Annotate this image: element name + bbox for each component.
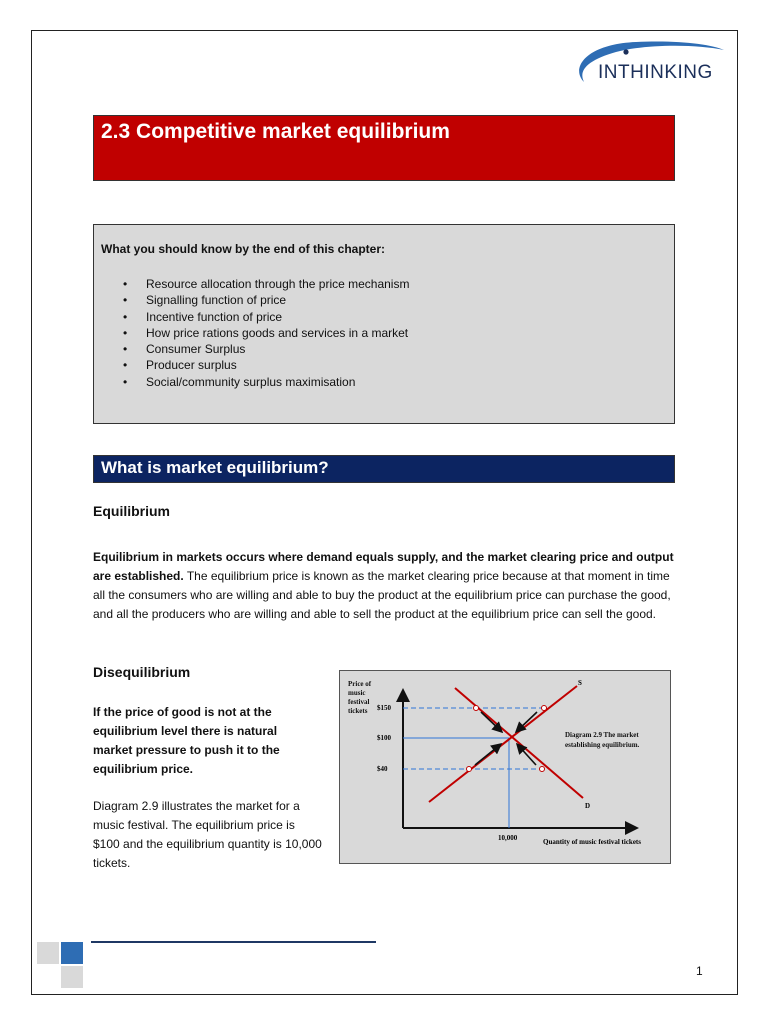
learning-objectives-box (93, 224, 675, 424)
disequilibrium-paragraph: Diagram 2.9 illustrates the market for a music festival. The equilibrium price is $100 and the equilibrium quantity is 10,000 tickets. (93, 799, 322, 870)
shortage-point-s (474, 706, 479, 711)
footer-rule (91, 941, 376, 943)
page-number: 1 (696, 964, 703, 978)
logo-text: INTHINKING (598, 62, 713, 83)
y-axis-label: Price of music festival tickets (348, 680, 372, 715)
list-item: • Social/community surplus maximisation (146, 374, 409, 390)
disequilibrium-bold-paragraph: If the price of good is not at the equilibrium level there is natural market pressure to push it to the equilibrium price. (93, 705, 280, 776)
supply-label: S (578, 679, 582, 687)
disequilibrium-heading: Disequilibrium (93, 664, 191, 680)
demand-label: D (585, 802, 591, 810)
equilibrium-body: The equilibrium price is known as the market clearing price because at that moment in time all the consumers who are willing and able to buy the product at the equilibrium price can purchase the good, and all the producers who are willing and able to sell the product at the equilibrium price can sell the good. (93, 569, 671, 621)
qty-10000-label: 10,000 (498, 834, 518, 842)
price-100-label: $100 (377, 734, 391, 742)
price-150-label: $150 (377, 704, 391, 712)
section-title: What is market equilibrium? (101, 458, 329, 477)
section-header-bar (93, 455, 675, 483)
diagram-caption: Diagram 2.9 The market establishing equilibrium. (565, 731, 640, 749)
list-item: • Signalling function of price (146, 292, 409, 308)
learning-objectives-heading: What you should know by the end of this chapter: (101, 242, 386, 256)
equilibrium-paragraph (93, 548, 683, 624)
shortage-point-d (542, 706, 547, 711)
surplus-point-d (540, 767, 545, 772)
list-item: • How price rations goods and services in a market (146, 325, 409, 341)
market-equilibrium-diagram (339, 670, 671, 864)
surplus-point-s (467, 767, 472, 772)
footer-squares (37, 940, 87, 990)
x-axis-label: Quantity of music festival tickets (543, 838, 641, 846)
price-40-label: $40 (377, 765, 388, 773)
list-item: • Consumer Surplus (146, 341, 409, 357)
list-item: • Producer surplus (146, 357, 409, 373)
chapter-title: 2.3 Competitive market equilibrium (101, 120, 450, 143)
equilibrium-heading: Equilibrium (93, 503, 170, 519)
learning-objectives-list (146, 276, 409, 390)
equilibrium-lead: Equilibrium in markets occurs where demand equals supply, and the market clearing price and output are established. (93, 550, 674, 583)
list-item: • Resource allocation through the price mechanism (146, 276, 409, 292)
list-item: • Incentive function of price (146, 309, 409, 325)
chapter-title-box (93, 115, 675, 181)
